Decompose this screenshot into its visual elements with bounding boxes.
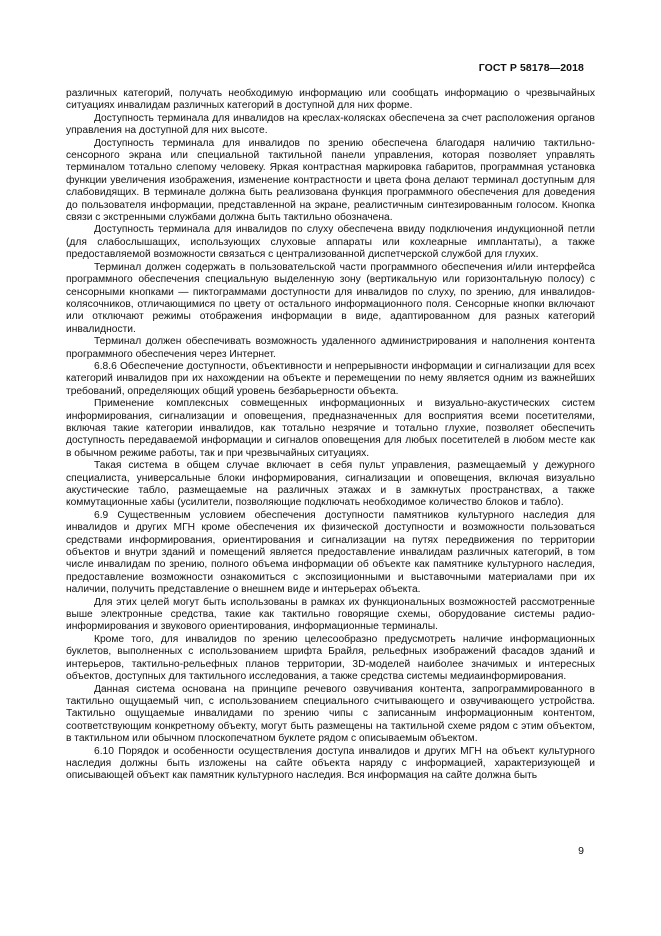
paragraph: Терминал должен содержать в пользовательской части программного обеспечения и/или интерфейса программного обеспечения специальную выделенную зону (вертикальную или горизонтальную полосу) с сенсорными кнопками — пиктограммами доступности для инвалидов по слуху, по зрению, для инвалидов-колясочников, отличающимися по цвету от остального информационного поля. Сенсорные кнопки включают или отключают режимы отображения информации в виде, адаптированном для разных категорий инвалидности.	[66, 261, 595, 335]
paragraph: Доступность терминала для инвалидов на креслах-колясках обеспечена за счет расположения органов управления на доступной для них высоте.	[66, 112, 595, 137]
paragraph: 6.9 Существенным условием обеспечения доступности памятников культурного наследия для инвалидов и других МГН кроме обеспечения их физической доступности и возможности пользоваться средствами информирования, ориентирования и сигнализации на путях передвижения по территории объектов и внутри зданий и помещений является предоставление инвалидам различных категорий, в том числе инвалидам по зрению, полного объема информации об объекте как памятнике культурного наследия, предоставление возможности ознакомиться с экспозиционными и выставочными материалами при их наличии, получить представление о внешнем виде и интерьерах объекта.	[66, 509, 595, 596]
standard-header: ГОСТ Р 58178—2018	[478, 62, 584, 74]
paragraph: 6.8.6 Обеспечение доступности, объективности и непрерывности информации и сигнализации для всех категорий инвалидов при их нахождении на объекте и перемещении по нему является одним из важнейших требований, определяющих общий уровень безбарьерности объекта.	[66, 360, 595, 397]
paragraph: 6.10 Порядок и особенности осуществления доступа инвалидов и других МГН на объект культурного наследия должны быть изложены на сайте объекта наряду с информацией, характеризующей и описывающей объект как памятник культурного наследия. Вся информация на сайте должна быть	[66, 745, 595, 782]
paragraph: Такая система в общем случае включает в себя пульт управления, размещаемый у дежурного специалиста, универсальные блоки информирования, сигнализации и оповещения, включая визуально акустические табло, размещаемые на различных этажах и в замкнутых пространствах, а также коммутационные хабы (усилители, позволяющие подключать необходимое количество блоков и табло).	[66, 460, 595, 509]
body-text	[66, 88, 595, 783]
paragraph: Терминал должен обеспечивать возможность удаленного администрирования и наполнения контента программного обеспечения через Интернет.	[66, 336, 595, 360]
page-number: 9	[578, 845, 584, 857]
paragraph: различных категорий, получать необходимую информацию или сообщать информацию о чрезвычайных ситуациях инвалидам различных категорий в доступной для них форме.	[66, 88, 595, 112]
paragraph: Кроме того, для инвалидов по зрению целесообразно предусмотреть наличие информационных буклетов, выполненных с использованием шрифта Брайля, рельефных изображений фасадов зданий и интерьеров, тактильно-рельефных планов территории, 3D-моделей наиболее значимых и интересных объектов, доступных для тактильного исследования, а также средства системы медиаинформирования.	[66, 633, 595, 683]
paragraph: Доступность терминала для инвалидов по зрению обеспечена благодаря наличию тактильно-сенсорного экрана или специальной тактильной панели управления, которая позволяет управлять терминалом тотально слепому человеку. Яркая контрастная маркировка габаритов, программная установка функции увеличения изображения, изменение контрастности и цвета фона делают терминал доступным для слабовидящих. В терминале должна быть реализована функция программного обеспечения для доведения до пользователя информации, представленной на экране, реалистичным синтезированным голосом. Кнопка связи с экстренными службами должна быть тактильно обозначена.	[66, 137, 595, 224]
paragraph: Данная система основана на принципе речевого озвучивания контента, запрограммированного в тактильно ощущаемый чип, с использованием специального считывающего и озвучивающего устройства. Тактильно ощущаемые инвалидами по зрению чипы с записанным информационным контентом, соответствующим конкретному объекту, могут быть размещены на тактильной схеме рядом с этим объектом, в тактильном или обычном плоскопечатном буклете рядом с описываемым объектом.	[66, 683, 595, 745]
paragraph: Применение комплексных совмещенных информационных и визуально-акустических систем информирования, сигнализации и оповещения, предназначенных для восприятия всеми посетителями, включая такие категории инвалидов, как тотально незрячие и тотально глухие, позволяет обеспечить доступность передаваемой информации и сигналов оповещения для любых посетителей в любом месте как в обычном режиме работы, так и при чрезвычайных ситуациях.	[66, 398, 595, 459]
paragraph: Для этих целей могут быть использованы в рамках их функциональных возможностей рассмотренные выше электронные средства, такие как тактильно говорящие схемы, оборудование системы радио-информирования и звукового ориентирования, информационные терминалы.	[66, 596, 595, 633]
paragraph: Доступность терминала для инвалидов по слуху обеспечена ввиду подключения индукционной петли (для слабослышащих, использующих слуховые аппараты или кохлеарные имплантаты), а также предоставляемой возможности связаться с централизованной диспетчерской службой для глухих.	[66, 224, 595, 261]
